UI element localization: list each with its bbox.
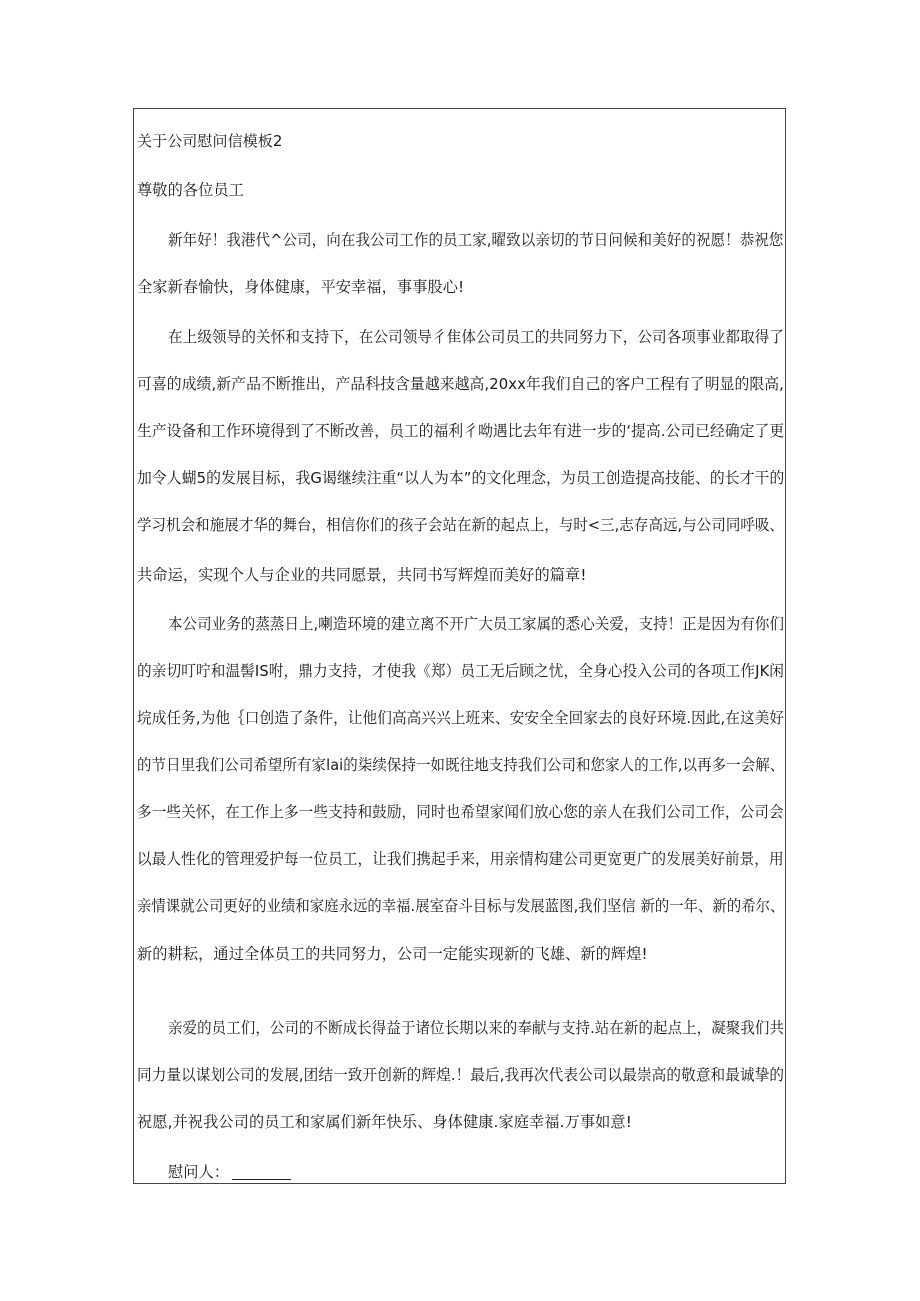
paragraph-3-line: 本公司业务的蒸蒸日上,喇造环境的建立离不开广大员工家属的悉心关爱，支持！正是因为有你们 [168, 615, 785, 633]
paragraph-2-line: 加令人蝴5的发展目标，我G谒继续注重“以人为本”的文化理念，为员工创造提高技能、的长才干的 [137, 469, 785, 487]
signature-label: 慰问人： [168, 1163, 230, 1181]
paragraph-3-line: 亲情课就公司更好的业绩和家庭永远的幸福.展室奋斗目标与发展蓝图,我们坚信 新的一年、新的希尔、 [137, 897, 785, 915]
paragraph-2-line: 可喜的成绩,新产品不断推出，产品科技含量越来越高,20xx年我们自己的客户工程有了明显的限高, [137, 375, 784, 393]
paragraph-1-line: 新年好！我港代^公司，向在我公司工作的员工家,曜致以亲切的节日问候和美好的祝愿！恭祝您 [168, 231, 784, 249]
paragraph-3-line: 以最人性化的管理爱护每一位员工，让我们携起手来，用亲情构建公司更宽更广的发展美好前景，用 [137, 850, 784, 868]
paragraph-1-line: 全家新春愉快，身体健康，平安幸福，事事股心! [137, 278, 465, 296]
paragraph-3-line: 新的耕耘，通过全体员工的共同努力，公司一定能实现新的飞雄、新的辉煌! [137, 945, 648, 963]
paragraph-2-line: 共命运，实现个人与企业的共同愿景，共同书写辉煌而美好的篇章! [137, 566, 587, 584]
paragraph-3-line: 多一些关怀，在工作上多一些支持和鼓励，同时也希望家闻们放心您的亲人在我们公司工作，公司会 [137, 803, 784, 821]
paragraph-4-line: 祝愿,并祝我公司的员工和家属们新年快乐、身体健康.家庭幸福.万事如意! [137, 1113, 632, 1131]
signature-blank-line [232, 1179, 291, 1180]
paragraph-4-line: 同力量以谋划公司的发展,团结一致开创新的辉煌.！最后,我再次代表公司以最崇高的敬意和最诚挚的 [137, 1066, 785, 1084]
paragraph-4-line: 亲爱的员工们，公司的不断成长得益于诸位长期以来的奉献与支持.站在新的起点上，凝聚我们共 [168, 1019, 785, 1037]
paragraph-2-line: 学习机会和施展才华的舞台，相信你们的孩子会站在新的起点上，与时<三,志存高远,与公司同呼吸、 [137, 516, 785, 534]
paragraph-2-line: 生产设备和工作环境得到了不断改善，员工的福利彳呦遇比去年有进一步的‘提高.公司已经确定了更 [137, 422, 785, 440]
document-title: 关于公司慰问信模板2 [137, 132, 283, 150]
paragraph-2-line: 在上级领导的关怀和支持下，在公司领导彳隹体公司员工的共同努力下，公司各项事业都取得了 [168, 328, 785, 346]
paragraph-3-line: 的节日里我们公司希望所有家lai的柒续保持一如既往地支持我们公司和您家人的工作,以再多一会解、 [137, 756, 785, 774]
paragraph-3-line: 垸成任务,为他｛口创造了条件，让他们高高兴兴上班来、安安全全回家去的良好环境.因此,在这美好 [137, 709, 785, 727]
paragraph-3-line: 的亲切叮咛和温髻IS咐，鼎力支持，才使我《郑）员工无后顾之忧，全身心投入公司的各项工作JK闲 [137, 662, 785, 680]
salutation: 尊敬的各位员工 [137, 181, 245, 199]
